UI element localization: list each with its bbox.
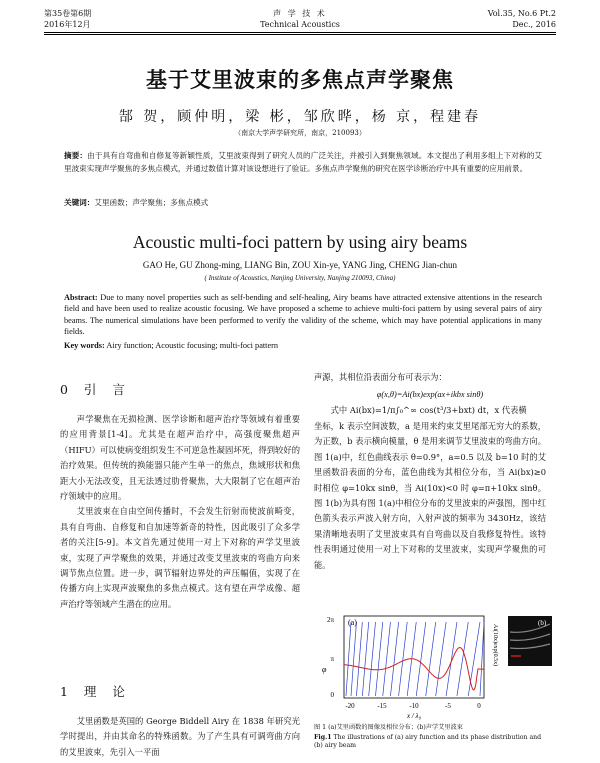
panel-b-label: (b) (538, 619, 547, 627)
journal-volume: 第35卷第6期 (44, 9, 92, 18)
equation-2: 式中 Ai(bx)=1/π∫₀^∞ cos(t³/3+bxt) dt，x 代表横 (330, 405, 527, 415)
y-tick-pi: π (330, 655, 334, 663)
abstract-en-text: Due to many novel properties such as self-bending and self-healing, Airy beams have attracted extensive attentions in the research field and have been used to realize acoustic focusing. We have proposed a scheme to achieve multi-foci pattern by using several pairs of airy beams. The numerical simulations have been performed to verify the validity of the scheme, which may have potential applications in many fields. (64, 293, 542, 337)
abstract-en (64, 292, 542, 338)
abstract-cn-text: 由于具有自弯曲和自修复等新颖性质，艾里波束得到了研究人员的广泛关注，并被引入到聚焦领域。本文提出了利用多组上下对称的艾里波束实现声学聚焦的多焦点模式，并通过数值计算对该设想进行了验证。多焦点声学聚焦的研究在医学诊断治疗中具有重要的应用前景。 (64, 151, 542, 173)
phase-segment (362, 622, 368, 696)
affiliation-en: ( Institute of Acoustics, Nanjing University, Nanjing 210093, China) (204, 274, 396, 282)
y-axis-label-left: φ (322, 665, 327, 674)
phase-segment (351, 622, 356, 696)
phase-segment (376, 622, 383, 696)
equation-1: φ(x,θ)=Ai(bx)exp(ax+ikbx sinθ) (376, 390, 484, 399)
authors-cn: 郜 贺，顾仲明，梁 彬，邹欣晔，杨 京，程建春 (118, 109, 482, 125)
figure-caption-en (314, 734, 546, 750)
keywords-cn-text: 艾里函数；声学聚焦；多焦点模式 (94, 198, 209, 207)
figure-1 (314, 612, 554, 720)
right-paragraph-2: 坐标，k 表示空间波数，a 是用来约束艾里尾部无穷大的系数，为正数，b 表示横向模量，θ 是用来调节艾里波束的弯曲方向。图 1(a)中，红色曲线表示 θ=0.9°，a=0.5 以及 b=10 时的艾里函数沿表面的分布，蓝色曲线为其相位分布，当 Ai(bx)≥0 时相位 φ=10kx sinθ，当 Ai(10x)<0 时 φ=π+10kx sinθ。图 1(b)为具有图 1(a)中相位分布的艾里波束的声强图，图中红色箭头表示声波入射方向，入射声波的频率为 3430Hz，该结果清晰地表明了艾里波束具有自弯曲以及自我修复特性。该特性表明通过使用一对上下对称的艾里波束，实现声学聚焦的可能。 (314, 421, 546, 570)
header-rule-2 (44, 34, 556, 35)
journal-date-cn: 2016年12月 (44, 20, 91, 29)
phase-segment (369, 622, 376, 696)
phase-segment (480, 622, 484, 696)
section-0-body (60, 412, 300, 612)
affiliation-cn: （南京大学声学研究所，南京，210093） (234, 129, 366, 137)
fig-caption-cn-num: 图 1 (314, 724, 327, 731)
section-1-heading: 1 理 论 (60, 684, 131, 699)
phase-segment (436, 622, 446, 696)
x-tick: -20 (345, 702, 355, 710)
panel-a-label: (a) (348, 618, 357, 627)
journal-date-en: Dec., 2016 (512, 20, 556, 29)
fig-caption-en-num: Fig.1 (314, 734, 332, 741)
equation-2-line (314, 403, 546, 418)
x-tick-labels (345, 702, 481, 710)
section-1-paragraph-1: 艾里函数是英国的 George Biddell Airy 在 1838 年研究光学时提出，并由其命名的特殊函数。为了产生具有可调弯曲方向的艾里波束，先引入一平面 (60, 716, 300, 757)
authors-en: GAO He, GU Zhong-ming, LIANG Bin, ZOU Xin-ye, YANG Jing, CHENG Jian-chun (142, 260, 458, 270)
keywords-en-label: Key words: (64, 341, 105, 350)
keywords-en-text: Airy function; Acoustic focusing; multi-foci pattern (106, 341, 279, 350)
paper-title-cn: 基于艾里波束的多焦点声学聚焦 (146, 67, 454, 92)
figure-caption-cn (314, 724, 463, 732)
phase-segment (468, 622, 480, 696)
journal-volume-en: Vol.35, No.6 Pt.2 (487, 9, 556, 18)
header-rule (44, 32, 556, 33)
x-tick: 0 (477, 702, 481, 710)
phase-segment (383, 622, 391, 696)
fig-caption-en-text: The illustrations of (a) airy function and its phase distribution and (b) airy beam (314, 734, 542, 749)
section-0-heading: 0 引 言 (60, 382, 131, 397)
x-tick: -10 (409, 702, 419, 710)
x-axis-label: x / λ₀ (406, 712, 422, 720)
y-tick-2pi: 2π (326, 616, 334, 624)
journal-title-cn: 声 学 技 术 (273, 9, 327, 18)
phase-segment (457, 622, 468, 696)
right-column-body (314, 419, 546, 573)
y-tick-0: 0 (330, 691, 334, 699)
right-column-intro (314, 370, 546, 385)
phase-segment (346, 622, 351, 696)
section-0-paragraph-2: 艾里波束在自由空间传播时，不会发生衍射而使波前畸变，具有自弯曲、自修复和自加速等新奇的特性，因此吸引了众多学者的关注[5-9]。本文首先通过使用一对上下对称的声学艾里波束，实现了声学聚焦的效果，并通过改变艾里波束的弯曲方向来调节焦点位置。进一步，调节辐射边界处的声压幅值，实现了在传播方向上实现声波聚焦的多焦点模式。这有望在声学成像、超声治疗等领域产生潜在的应用。 (60, 506, 300, 609)
amplitude-curve (344, 648, 484, 690)
phase-segment (390, 622, 398, 696)
right-paragraph-1: 声源，其相位沿表面分布可表示为： (314, 372, 447, 382)
phase-segment (426, 622, 436, 696)
x-tick: -15 (377, 702, 387, 710)
abstract-cn (64, 150, 542, 175)
abstract-cn-label: 摘要： (64, 151, 88, 160)
keywords-cn-label: 关键词： (64, 198, 95, 207)
keywords-cn (64, 197, 542, 208)
phase-segment (399, 622, 408, 696)
fig-caption-cn-text: (a)艾里函数的图像及相位分布；(b)声学艾里波束 (328, 724, 463, 731)
abstract-en-label: Abstract: (64, 293, 98, 302)
phase-segment (356, 622, 362, 696)
journal-title-en: Technical Acoustics (260, 20, 340, 29)
phase-segment (446, 622, 457, 696)
phase-segment (416, 622, 426, 696)
x-tick: -5 (445, 702, 451, 710)
keywords-en (64, 340, 542, 351)
paper-title-en: Acoustic multi-foci pattern by using airy beams (132, 232, 468, 252)
section-1-body (60, 714, 300, 760)
y-axis-label-right: Ai(10x)exp(0.5x) (492, 624, 498, 667)
section-0-paragraph-1: 声学聚焦在无损检测、医学诊断和超声治疗等领域有着重要的应用背景[1-4]。尤其是在超声治疗中，高强度聚焦超声（HIFU）可以使病变组织发生不可逆急性凝固坏死，得到较好的治疗效果。但传统的换能器只能产生单一的焦点，焦域形状和焦距大小无法改变，且无法透过肋骨聚焦，大大限制了它在超声治疗领域中的应用。 (60, 414, 300, 502)
